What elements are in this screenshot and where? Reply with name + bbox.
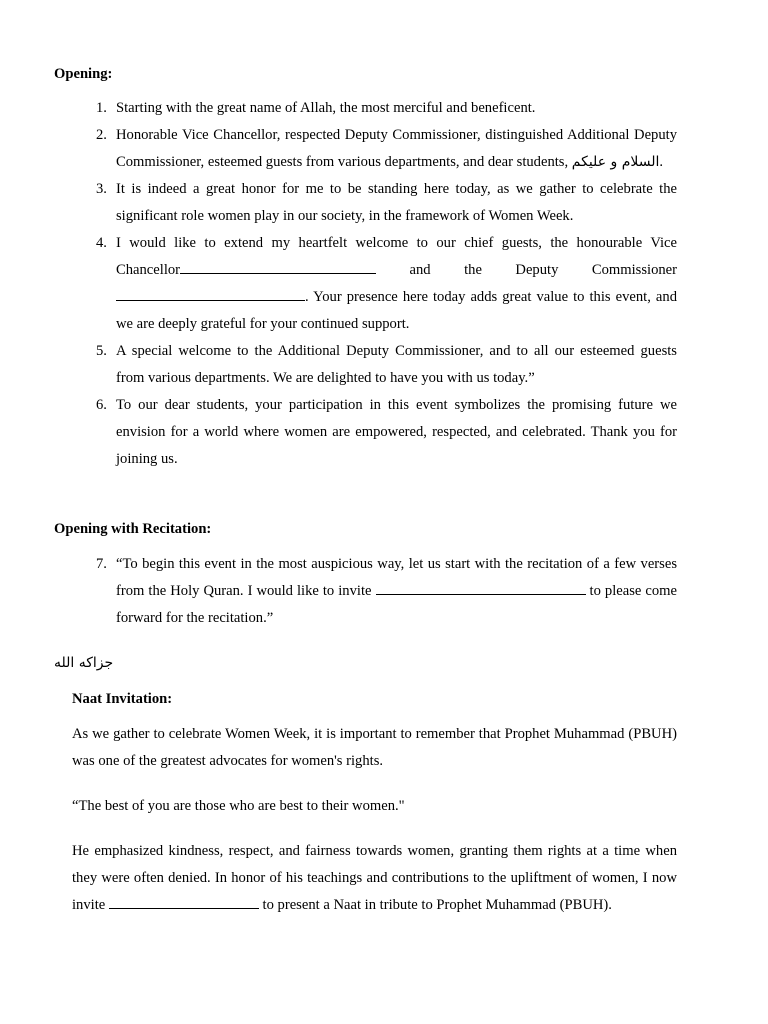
arabic-greeting: السلام و عليكم [571,154,660,170]
list-item-number: 7. [96,556,107,572]
reciter-name-blank [376,580,586,595]
naat-heading: Naat Invitation: [72,691,173,707]
list-item-number: 6. [96,397,107,413]
dc-name-blank [116,286,305,301]
list-item [96,122,677,176]
list-item-text: Honorable Vice Chancellor, respected Deputy Commissioner, distinguished Additional Deputy Commissioner, esteemed guests from various departments, and dear students, [116,127,677,170]
list-item-text: Starting with the great name of Allah, the most merciful and beneficent. [116,100,536,116]
list-item-text: A special welcome to the Additional Deputy Commissioner, and to all our esteemed guests from various departments. We are delighted to have you with us today.” [116,343,677,386]
list-item-text: It is indeed a great honor for me to be standing here today, as we gather to celebrate the significant role women play in our society, in the framework of Women Week. [116,181,677,224]
list-item [96,338,677,392]
list-item [96,230,677,338]
list-item [96,95,677,122]
list-item-text: “To begin this event in the most auspicious way, let us start with the recitation of a few verses from the Holy Quran. I would like to invite [116,556,677,599]
arabic-thanks: جزاكه الله [54,655,114,671]
list-item-text: To our dear students, your participation in this event symbolizes the promising future we envision for a world where women are empowered, respected, and celebrated. Thank you for joining us. [116,397,677,467]
list-item-text: I would like to extend my heartfelt welcome to our chief guests, the honourable Vice Chancellor [116,235,677,278]
list-item-number: 5. [96,343,107,359]
naat-paragraph: As we gather to celebrate Women Week, it is important to remember that Prophet Muhammad (PBUH) was one of the greatest advocates for women's rights. [72,726,677,769]
list-item-text: to please come forward for the recitation.” [116,583,677,626]
opening-list [96,95,677,473]
list-item-text: and the Deputy Commissioner [376,262,677,278]
paragraph-text: to present a Naat in tribute to Prophet Muhammad (PBUH). [258,897,612,913]
list-item [96,176,677,230]
list-item [96,392,677,473]
paragraph-text: He emphasized kindness, respect, and fairness towards women, granting them rights at a time when they were often denied. In honor of his teachings and contributions to the upliftment of women, I now invite [72,843,677,913]
naat-quote: “The best of you are those who are best to their women." [72,798,405,814]
recitation-list [96,551,677,632]
naat-reciter-blank [109,894,259,909]
list-item-number: 1. [96,100,107,116]
list-item [96,551,677,632]
naat-invitation-paragraph [72,838,677,919]
recitation-heading: Opening with Recitation: [54,521,212,537]
list-item-text-end: . [659,154,664,170]
opening-heading: Opening: [54,66,113,82]
list-item-text: . Your presence here today adds great value to this event, and we are deeply grateful for your continued support. [116,289,677,332]
list-item-number: 3. [96,181,107,197]
list-item-number: 4. [96,235,107,251]
vc-name-blank [180,259,376,274]
list-item-number: 2. [96,127,107,143]
